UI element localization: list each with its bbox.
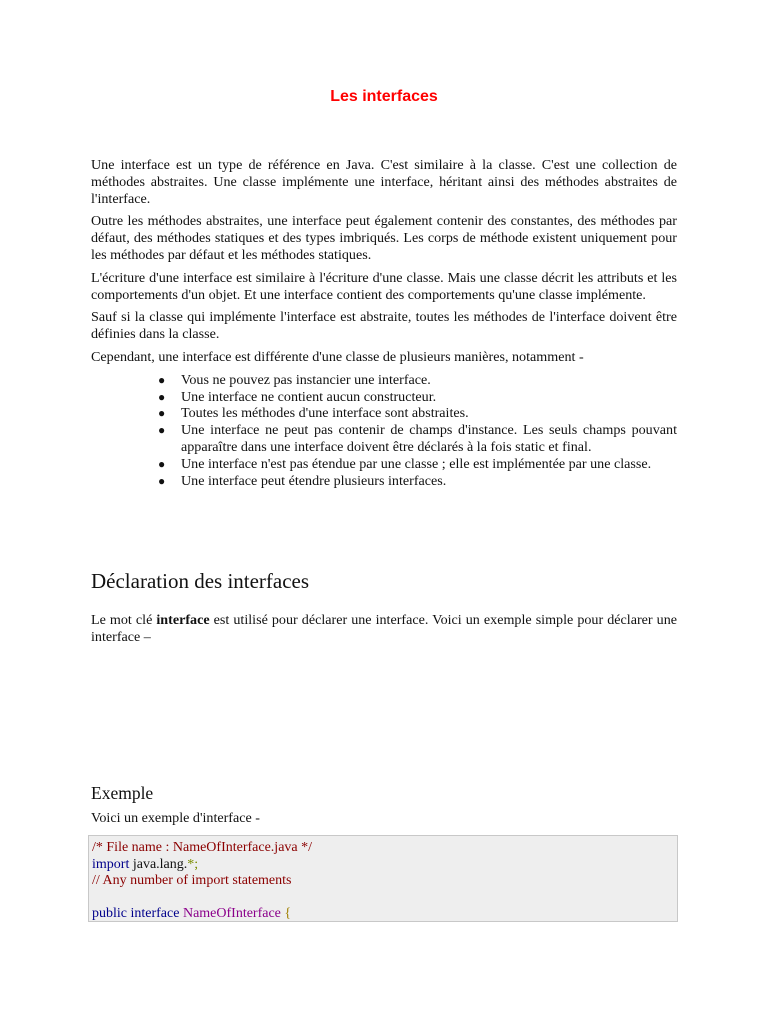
list-item: [158, 422, 677, 456]
code-comment: // Any number of import statements: [92, 873, 292, 889]
list-item-text: Une interface ne contient aucun constructeur.: [181, 388, 437, 405]
code-block: [88, 835, 678, 922]
code-type-name: NameOfInterface: [179, 906, 281, 922]
list-item: [158, 371, 677, 389]
bullet-icon: ●: [158, 372, 166, 387]
list-item-text: Une interface peut étendre plusieurs interfaces.: [181, 472, 447, 489]
paragraph-declaration: [91, 612, 677, 646]
bullet-icon: ●: [158, 389, 166, 404]
code-wildcard: *;: [187, 856, 199, 872]
intro-section: [91, 157, 677, 489]
paragraph-writing: L'écriture d'une interface est similaire à l'écriture d'une classe. Mais une classe décrit les attributs et les comportements d'un objet. Et une interface contient des comportements qu'une classe implémente.: [91, 269, 677, 303]
code-plain: java.lang.: [129, 856, 188, 872]
code-line-3: [92, 873, 677, 890]
declaration-text-after: est utilisé pour déclarer une interface. Voici un exemple simple pour déclarer une interface –: [91, 612, 677, 645]
bullet-icon: ●: [158, 456, 166, 471]
document-title: Les interfaces: [330, 88, 438, 105]
list-item: [158, 388, 677, 406]
list-item: [158, 455, 677, 473]
section-heading-declaration: Déclaration des interfaces: [91, 569, 310, 593]
code-comment: /* File name : NameOfInterface.java */: [92, 840, 313, 855]
paragraph-contents: Outre les méthodes abstraites, une interface peut également contenir des constantes, des méthodes par défaut, des méthodes statiques et des types imbriqués. Les corps de méthode existent uniquement pour les méthodes par défaut et les méthodes statiques.: [91, 213, 677, 263]
list-item: [158, 405, 677, 422]
declaration-text-before: Le mot clé: [91, 612, 157, 628]
example-intro: Voici un exemple d'interface -: [91, 810, 260, 826]
bullet-icon: ●: [158, 406, 166, 421]
bullet-icon: ●: [158, 423, 166, 438]
code-line-4: [92, 890, 677, 907]
list-item-text: Toutes les méthodes d'une interface sont abstraites.: [181, 405, 469, 422]
list-item: [158, 472, 677, 490]
code-brace: {: [280, 906, 292, 922]
interface-keyword: interface: [156, 612, 210, 628]
code-line-2: [92, 857, 677, 874]
differences-list: [91, 372, 677, 490]
paragraph-differences: Cependant, une interface est différente d'une classe de plusieurs manières, notamment -: [91, 348, 584, 365]
example-heading: Exemple: [91, 783, 154, 803]
list-item-text: Une interface n'est pas étendue par une classe ; elle est implémentée par une classe.: [181, 455, 652, 472]
code-line-1: [92, 840, 677, 857]
bullet-icon: ●: [158, 473, 166, 488]
list-item-text: Vous ne pouvez pas instancier une interface.: [181, 371, 431, 388]
list-item-text: Une interface ne peut pas contenir de champs d'instance. Les seuls champs pouvant apparaître dans une interface doivent être déclarés à la fois static et final.: [181, 422, 677, 455]
code-line-5: [92, 906, 677, 923]
code-keyword: public interface: [92, 906, 180, 922]
code-keyword: import: [92, 856, 130, 872]
paragraph-definition: Une interface est un type de référence en Java. C'est similaire à la classe. C'est une collection de méthodes abstraites. Une classe implémente une interface, héritant ainsi des méthodes abstraites de l'interface.: [91, 157, 677, 207]
paragraph-abstract: Sauf si la classe qui implémente l'interface est abstraite, toutes les méthodes de l'interface doivent être définies dans la classe.: [91, 309, 677, 343]
